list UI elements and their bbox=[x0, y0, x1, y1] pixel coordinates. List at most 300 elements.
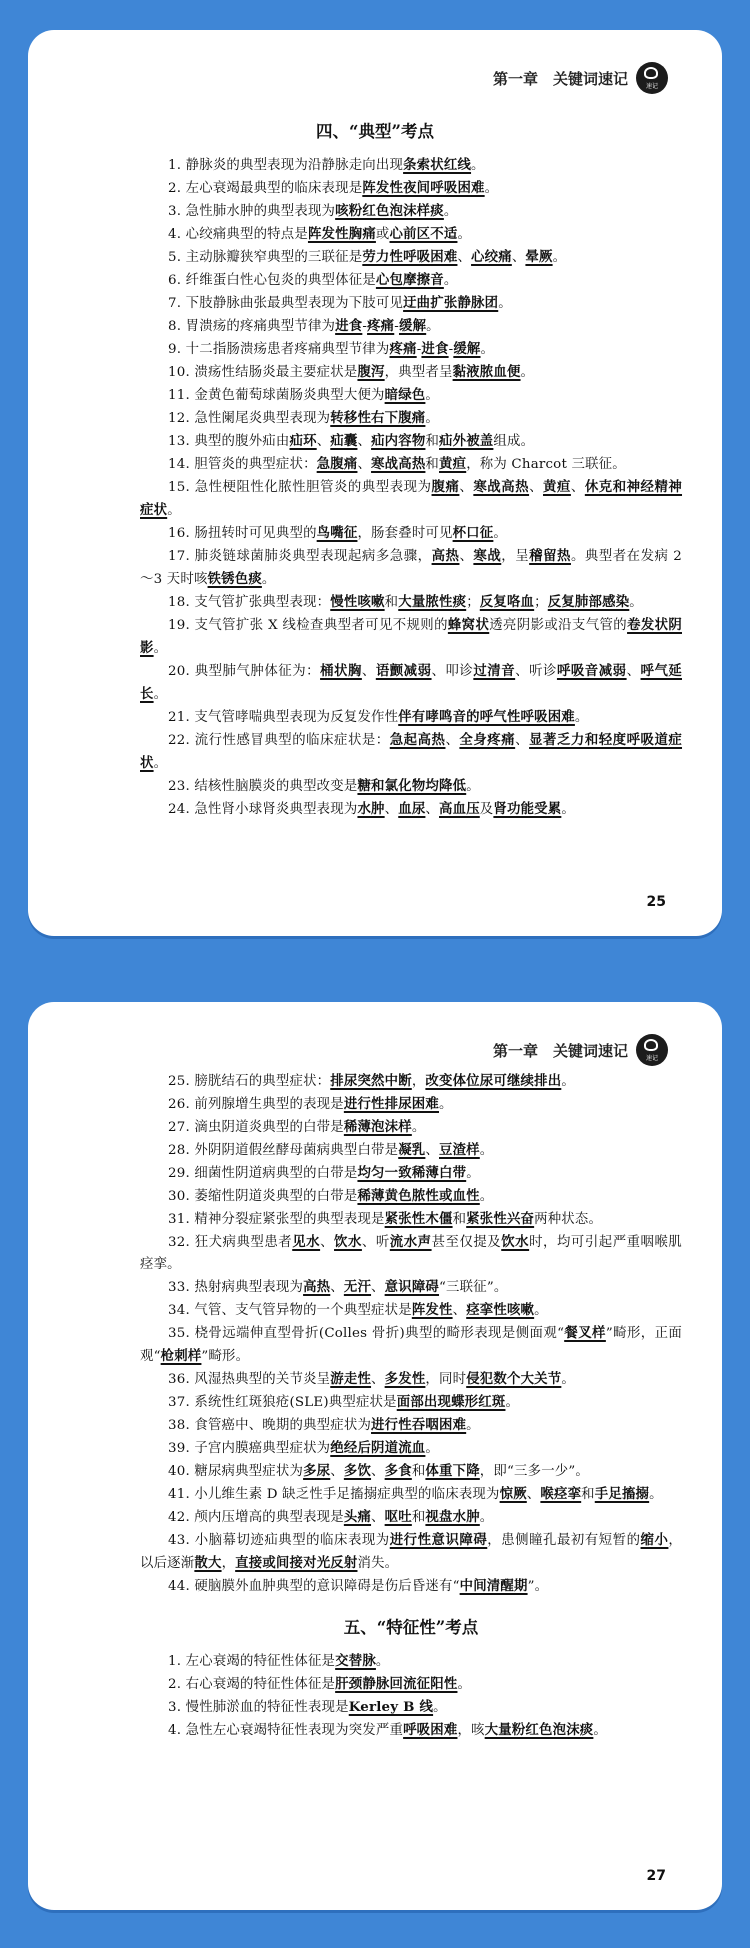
list-item bbox=[140, 729, 682, 775]
item-text: 13. 典型的腹外疝由 bbox=[168, 434, 290, 449]
key-term: 饮水 bbox=[501, 1234, 530, 1250]
list-item bbox=[140, 1483, 682, 1506]
key-term: 语颤减弱 bbox=[375, 663, 432, 679]
item-text: 8. 胃溃疡的疼痛典型节律为 bbox=[168, 319, 336, 334]
key-term: 心前区不适 bbox=[389, 226, 458, 242]
list-item bbox=[140, 1529, 682, 1575]
key-term: 阵发性胸痛 bbox=[307, 226, 376, 242]
list-item bbox=[140, 154, 682, 177]
list-item bbox=[140, 1162, 682, 1185]
item-text: 10. 溃疡性结肠炎最主要症状是 bbox=[168, 365, 358, 380]
list-item bbox=[140, 223, 682, 246]
list-item bbox=[140, 1650, 682, 1673]
item-text: 。 bbox=[261, 572, 276, 587]
item-text: 29. 细菌性阴道病典型的白带是 bbox=[168, 1166, 358, 1181]
item-text: ； bbox=[466, 595, 480, 610]
key-term: Kerley B 线 bbox=[348, 1699, 434, 1715]
key-term: 多食 bbox=[384, 1463, 412, 1479]
key-term: 黄疸 bbox=[439, 456, 467, 472]
item-text: 。 bbox=[629, 595, 643, 610]
item-text: 。 bbox=[433, 1700, 447, 1715]
page-header bbox=[493, 62, 668, 94]
list-item bbox=[140, 1673, 682, 1696]
list-item bbox=[140, 1437, 682, 1460]
item-text: 、 bbox=[529, 480, 544, 495]
item-text: 24. 急性肾小球肾炎典型表现为 bbox=[168, 802, 358, 817]
key-term: 肾功能受累 bbox=[493, 801, 562, 817]
key-term: 交替脉 bbox=[335, 1653, 376, 1669]
key-term: 伴有哮鸣音的呼气性呼吸困难 bbox=[398, 709, 575, 725]
key-term: 稽留热 bbox=[529, 548, 571, 564]
key-term: 稀薄黄色脓性或血性 bbox=[357, 1188, 480, 1204]
key-term: 餐叉样 bbox=[564, 1325, 606, 1341]
key-term: 进行性意识障碍 bbox=[389, 1532, 488, 1548]
key-term: 侵犯数个大关节 bbox=[466, 1371, 562, 1387]
list-item bbox=[140, 1506, 682, 1529]
key-term: 缓解 bbox=[453, 341, 481, 357]
item-text: 、 bbox=[459, 549, 474, 564]
list-item bbox=[140, 1231, 682, 1276]
key-term: 枪刺样 bbox=[160, 1348, 202, 1364]
item-text: “三联征”。 bbox=[439, 1280, 508, 1295]
list-item bbox=[140, 1185, 682, 1208]
item-text: 、叩诊 bbox=[431, 664, 474, 679]
key-term: 疼痛 bbox=[389, 341, 417, 357]
item-text: 、 bbox=[457, 250, 472, 265]
item-text: 4. 心绞痛典型的特点是 bbox=[168, 227, 308, 242]
key-term: 劳力性呼吸困难 bbox=[362, 249, 458, 265]
key-term: 晕厥 bbox=[525, 249, 553, 265]
key-term: 面部出现蝶形红斑 bbox=[396, 1394, 506, 1410]
key-term: 意识障碍 bbox=[384, 1279, 440, 1295]
key-term: 绝经后阴道流血 bbox=[330, 1440, 426, 1456]
list-item bbox=[140, 269, 682, 292]
item-text: 。 bbox=[649, 1487, 663, 1502]
item-text: 18. 支气管扩张典型表现： bbox=[168, 595, 331, 610]
key-term: 高血压 bbox=[439, 801, 480, 817]
book-logo-icon: 速记 bbox=[636, 62, 668, 94]
item-text: ”。 bbox=[527, 1579, 549, 1594]
item-text: 。 bbox=[425, 1441, 439, 1456]
item-text: 。 bbox=[153, 756, 168, 771]
item-text: 19. 支气管扩张 X 线检查典型者可见不规则的 bbox=[168, 618, 448, 633]
item-text: 甚至仅提及 bbox=[431, 1235, 502, 1250]
page-card-25 bbox=[28, 30, 722, 936]
item-text: ，即“三多一少”。 bbox=[479, 1464, 590, 1479]
item-text: 。 bbox=[466, 1418, 480, 1433]
list-item bbox=[140, 1070, 682, 1093]
item-text: 和 bbox=[411, 1510, 426, 1525]
item-text: 。 bbox=[480, 342, 495, 357]
key-term: 进行性排尿困难 bbox=[343, 1096, 439, 1112]
item-text: 。 bbox=[505, 1395, 520, 1410]
key-term: 游走性 bbox=[330, 1371, 372, 1387]
item-text: 11. 金黄色葡萄球菌肠炎典型大便为 bbox=[168, 388, 385, 403]
key-term: 鸟嘴征 bbox=[316, 525, 358, 541]
key-term: 豆渣样 bbox=[439, 1142, 480, 1158]
page-number: 25 bbox=[646, 894, 666, 910]
item-text: 2. 左心衰竭最典型的临床表现是 bbox=[168, 181, 363, 196]
key-term: 血尿 bbox=[398, 801, 426, 817]
list-item bbox=[140, 1696, 682, 1719]
key-term: 水肿 bbox=[357, 801, 385, 817]
key-term: 散大 bbox=[194, 1555, 222, 1571]
key-term: 寒战高热 bbox=[371, 456, 426, 472]
item-text: 、 bbox=[357, 457, 372, 472]
item-text: 。 bbox=[471, 158, 485, 173]
item-text: 5. 主动脉瓣狭窄典型的三联征是 bbox=[168, 250, 363, 265]
item-text: 、 bbox=[452, 1303, 467, 1318]
list-item bbox=[140, 1276, 682, 1299]
item-text: 、 bbox=[371, 1510, 385, 1525]
list-item bbox=[140, 775, 682, 798]
item-text: 28. 外阴阴道假丝酵母菌病典型白带是 bbox=[168, 1143, 399, 1158]
item-text: 14. 胆管炎的典型症状： bbox=[168, 457, 317, 472]
key-term: 寒战高热 bbox=[473, 479, 530, 495]
item-text: ，肠套叠时可见 bbox=[357, 526, 453, 541]
item-text: 。 bbox=[425, 388, 439, 403]
key-term: 肝颈静脉回流征阳性 bbox=[335, 1676, 458, 1692]
key-term: 呼气延长 bbox=[140, 663, 682, 702]
item-text: 31. 精神分裂症紧张型的典型表现是 bbox=[168, 1212, 385, 1227]
item-text: 和 bbox=[581, 1487, 595, 1502]
list-item bbox=[140, 384, 682, 407]
item-text: 36. 风湿热典型的关节炎呈 bbox=[168, 1372, 331, 1387]
item-text: 、 bbox=[320, 1235, 335, 1250]
item-text: ”畸形。 bbox=[201, 1349, 250, 1364]
item-text: 。 bbox=[443, 204, 458, 219]
item-text: 、 bbox=[459, 480, 474, 495]
item-text: 。 bbox=[593, 1723, 607, 1738]
item-text: 27. 滴虫阴道炎典型的白带是 bbox=[168, 1120, 344, 1135]
key-term: 铁锈色痰 bbox=[207, 571, 262, 587]
item-text: 26. 前列腺增生典型的表现是 bbox=[168, 1097, 344, 1112]
page-header bbox=[493, 1034, 668, 1066]
key-term: 改变体位尿可继续排出 bbox=[425, 1073, 562, 1089]
list-item bbox=[140, 1575, 682, 1598]
item-text: ，以后逐渐 bbox=[140, 1533, 683, 1571]
item-text: 。 bbox=[457, 227, 472, 242]
key-term: 杯口征 bbox=[452, 525, 494, 541]
chapter-title: 第一章 关键词速记 bbox=[492, 69, 628, 88]
item-text: 15. 急性梗阻性化脓性胆管炎的典型表现为 bbox=[168, 480, 432, 495]
item-text: 30. 萎缩性阴道炎典型的白带是 bbox=[168, 1189, 358, 1204]
list-item bbox=[140, 430, 682, 453]
key-term: 条索状红线 bbox=[403, 157, 472, 173]
key-term: 多饮 bbox=[343, 1463, 372, 1479]
item-text: 6. 纤维蛋白性心包炎的典型体征是 bbox=[168, 273, 376, 288]
item-text: - bbox=[394, 319, 399, 334]
item-text: 、 bbox=[316, 434, 331, 449]
key-term: 进食 bbox=[335, 318, 363, 334]
item-text: ”畸形，正面观“ bbox=[140, 1326, 682, 1364]
item-text: 。 bbox=[439, 1097, 453, 1112]
key-term: 心包摩擦音 bbox=[375, 272, 444, 288]
item-text: 。典型者在发病 2～3 天时咳 bbox=[140, 549, 683, 587]
section-title-characteristic: 五、“特征性”考点 bbox=[343, 1618, 479, 1637]
key-term: 阵发性夜间呼吸困难 bbox=[362, 180, 485, 196]
item-text: 32. 狂犬病典型患者 bbox=[168, 1235, 293, 1250]
key-term: 寒战 bbox=[473, 548, 502, 564]
key-term: 视盘水肿 bbox=[425, 1509, 480, 1525]
list-item bbox=[140, 292, 682, 315]
item-text: 和 bbox=[425, 434, 440, 449]
key-term: 多尿 bbox=[303, 1463, 331, 1479]
item-text: 。 bbox=[561, 802, 575, 817]
list-item bbox=[140, 1719, 682, 1742]
key-term: 反复肺部感染 bbox=[547, 594, 630, 610]
key-term: 桶状胸 bbox=[320, 663, 362, 679]
item-text: 44. 硬脑膜外血肿典型的意识障碍是伤后昏迷有“ bbox=[168, 1579, 460, 1594]
key-term: 全身疼痛 bbox=[459, 732, 516, 748]
item-text: 。 bbox=[457, 1677, 472, 1692]
key-term: 大量粉红色泡沫痰 bbox=[484, 1722, 594, 1738]
key-term: 手足搐搦 bbox=[594, 1486, 650, 1502]
key-term: 咳粉红色泡沫样痰 bbox=[335, 203, 444, 219]
list-item bbox=[140, 1299, 682, 1322]
key-term: 大量脓性痰 bbox=[398, 594, 467, 610]
item-text: 。 bbox=[167, 503, 181, 518]
item-text: 、 bbox=[361, 664, 376, 679]
item-text: 23. 结核性脑膜炎的典型改变是 bbox=[168, 779, 358, 794]
book-logo-icon: 速记 bbox=[636, 1034, 668, 1066]
item-text: 、 bbox=[526, 1487, 541, 1502]
item-text: 、 bbox=[330, 1464, 344, 1479]
item-text: 40. 糖尿病典型症状为 bbox=[168, 1464, 304, 1479]
key-term: 暗绿色 bbox=[384, 387, 426, 403]
item-text: 。 bbox=[466, 1166, 480, 1181]
list-item bbox=[140, 614, 682, 660]
item-text: 组成。 bbox=[493, 434, 535, 449]
key-term: 疝外被盖 bbox=[439, 433, 494, 449]
list-item bbox=[140, 246, 682, 269]
item-text: - bbox=[416, 342, 422, 357]
key-term: 中间清醒期 bbox=[459, 1578, 528, 1594]
item-text: 及 bbox=[479, 802, 494, 817]
item-text: 。 bbox=[574, 710, 589, 725]
key-term: 黄疸 bbox=[543, 479, 571, 495]
item-text: 。 bbox=[479, 1143, 494, 1158]
list-item bbox=[140, 1208, 682, 1231]
key-term: 呼吸音减弱 bbox=[556, 663, 627, 679]
key-term: 紧张性木僵 bbox=[384, 1211, 453, 1227]
item-text: 22. 流行性感冒典型的临床症状是： bbox=[168, 733, 390, 748]
item-text: 33. 热射病典型表现为 bbox=[168, 1280, 304, 1295]
item-list bbox=[140, 154, 682, 821]
key-term: 呕吐 bbox=[384, 1509, 412, 1525]
list-item bbox=[140, 361, 682, 384]
item-text: 、 bbox=[626, 664, 641, 679]
list-item bbox=[140, 200, 682, 223]
list-item bbox=[140, 407, 682, 430]
item-text: 两种状态。 bbox=[534, 1212, 603, 1227]
item-text: 。 bbox=[498, 296, 512, 311]
item-text: 、 bbox=[330, 1280, 344, 1295]
list-item bbox=[140, 1093, 682, 1116]
item-text: 12. 急性阑尾炎典型表现为 bbox=[168, 411, 331, 426]
key-term: 疝囊 bbox=[330, 433, 358, 449]
key-term: 无汗 bbox=[343, 1279, 372, 1295]
item-text: ，称为 Charcot 三联征。 bbox=[466, 457, 626, 472]
item-text: 。 bbox=[493, 526, 507, 541]
key-term: 休克和神经精神症状 bbox=[140, 479, 683, 518]
item-text: - bbox=[362, 319, 368, 334]
key-term: 缓解 bbox=[398, 318, 427, 334]
list-item bbox=[140, 476, 682, 522]
key-term: 稀薄泡沫样 bbox=[343, 1119, 412, 1135]
item-text: 39. 子宫内膜癌典型症状为 bbox=[168, 1441, 331, 1456]
item-text: 38. 食管癌中、晚期的典型症状为 bbox=[168, 1418, 372, 1433]
list-item bbox=[140, 798, 682, 821]
key-term: 转移性右下腹痛 bbox=[330, 410, 426, 426]
chapter-title: 第一章 关键词速记 bbox=[492, 1041, 628, 1060]
item-text: 和 bbox=[452, 1212, 467, 1227]
item-text: 。 bbox=[484, 181, 499, 196]
item-text: 、 bbox=[425, 802, 440, 817]
key-term: 凝乳 bbox=[398, 1142, 426, 1158]
key-term: 糖和氯化物均降低 bbox=[357, 778, 467, 794]
item-text: 21. 支气管哮喘典型表现为反复发作性 bbox=[168, 710, 399, 725]
list-item bbox=[140, 1368, 682, 1391]
key-term: 疼痛 bbox=[367, 318, 395, 334]
item-text: 34. 气管、支气管异物的一个典型症状是 bbox=[168, 1303, 412, 1318]
item-text: - bbox=[448, 342, 454, 357]
key-term: 直接或间接对光反射 bbox=[235, 1555, 358, 1571]
list-item bbox=[140, 1391, 682, 1414]
item-text: ； bbox=[534, 595, 548, 610]
key-term: 急腹痛 bbox=[316, 456, 358, 472]
item-text: 。 bbox=[479, 1189, 494, 1204]
item-text: 、 bbox=[371, 1372, 385, 1387]
key-term: 流水声 bbox=[389, 1234, 432, 1250]
item-text: 。 bbox=[534, 1303, 548, 1318]
key-term: 缩小 bbox=[640, 1532, 669, 1548]
item-text: 。 bbox=[425, 411, 439, 426]
key-term: 饮水 bbox=[334, 1234, 362, 1250]
item-text: 9. 十二指肠溃疡患者疼痛典型节律为 bbox=[168, 342, 390, 357]
key-term: 多发性 bbox=[384, 1371, 426, 1387]
item-text: ，同时 bbox=[425, 1372, 467, 1387]
item-text: 。 bbox=[552, 250, 567, 265]
list-item bbox=[140, 1139, 682, 1162]
key-term: 过清音 bbox=[473, 663, 516, 679]
list-item bbox=[140, 1414, 682, 1437]
key-term: 惊厥 bbox=[499, 1486, 527, 1502]
key-term: 卷发状阴影 bbox=[140, 617, 682, 656]
list-item bbox=[140, 660, 682, 706]
item-text: 。 bbox=[426, 319, 440, 334]
item-text: 。 bbox=[153, 687, 168, 702]
key-term: 急起高热 bbox=[389, 732, 446, 748]
key-term: 疝环 bbox=[289, 433, 317, 449]
key-term: 心绞痛 bbox=[471, 249, 512, 265]
list-item bbox=[140, 706, 682, 729]
list-item bbox=[140, 522, 682, 545]
item-text: 3. 慢性肺淤血的特征性表现是 bbox=[168, 1700, 349, 1715]
page-card-27 bbox=[28, 1002, 722, 1910]
item-text: 。 bbox=[375, 1654, 390, 1669]
item-text: 、 bbox=[445, 733, 460, 748]
item-text: 16. 肠扭转时可见典型的 bbox=[168, 526, 317, 541]
item-text: 、 bbox=[511, 250, 526, 265]
item-text: ，典型者呈 bbox=[384, 365, 453, 380]
item-text: 。 bbox=[520, 365, 535, 380]
key-term: 反复咯血 bbox=[479, 594, 535, 610]
item-text: 、 bbox=[371, 1280, 385, 1295]
item-text: 4. 急性左心衰竭特征性表现为突发严重 bbox=[168, 1723, 404, 1738]
item-text: 、 bbox=[425, 1143, 439, 1158]
item-text: 20. 典型肺气肿体征为： bbox=[168, 664, 321, 679]
list-item bbox=[140, 1460, 682, 1483]
key-term: 迂曲扩张静脉团 bbox=[403, 295, 499, 311]
item-text: ，呈 bbox=[501, 549, 530, 564]
list-item bbox=[140, 177, 682, 200]
item-text: 、 bbox=[515, 733, 530, 748]
list-item bbox=[140, 591, 682, 614]
item-text: 。 bbox=[411, 1120, 426, 1135]
item-text: 、听诊 bbox=[515, 664, 557, 679]
key-term: 头痛 bbox=[343, 1509, 372, 1525]
item-text: 25. 膀胱结石的典型症状： bbox=[168, 1074, 331, 1089]
item-text: 、 bbox=[384, 802, 399, 817]
item-text: ， bbox=[221, 1556, 236, 1571]
item-text: 41. 小儿维生素 D 缺乏性手足搐搦症典型的临床表现为 bbox=[168, 1487, 500, 1502]
key-term: 蜂窝状 bbox=[447, 617, 490, 633]
key-term: 腹泻 bbox=[357, 364, 385, 380]
key-term: 腹痛 bbox=[431, 479, 460, 495]
item-text: 2. 右心衰竭的特征性体征是 bbox=[168, 1677, 336, 1692]
key-term: 均匀一致稀薄白带 bbox=[357, 1165, 467, 1181]
key-term: 高热 bbox=[303, 1279, 331, 1295]
item-text: 和 bbox=[425, 457, 440, 472]
item-text: 、 bbox=[371, 1464, 385, 1479]
item-text: 和 bbox=[411, 1464, 426, 1479]
item-text: ， bbox=[411, 1074, 426, 1089]
key-term: 黏液脓血便 bbox=[452, 364, 521, 380]
key-term: 排尿突然中断 bbox=[330, 1073, 412, 1089]
item-text: 37. 系统性红斑狼疮(SLE)典型症状是 bbox=[168, 1395, 397, 1410]
key-term: 进食 bbox=[421, 341, 449, 357]
item-text: 消失。 bbox=[357, 1556, 399, 1571]
item-text: 。 bbox=[479, 1510, 494, 1525]
key-term: 疝内容物 bbox=[371, 433, 426, 449]
key-term: 高热 bbox=[431, 548, 460, 564]
item-text: 1. 静脉炎的典型表现为沿静脉走向出现 bbox=[168, 158, 404, 173]
item-text: 。 bbox=[153, 641, 168, 656]
item-text: 43. 小脑幕切迹疝典型的临床表现为 bbox=[168, 1533, 390, 1548]
key-term: 进行性吞咽困难 bbox=[371, 1417, 467, 1433]
key-term: 慢性咳嗽 bbox=[330, 594, 385, 610]
item-text: 3. 急性肺水肿的典型表现为 bbox=[168, 204, 336, 219]
item-list bbox=[140, 1070, 682, 1742]
key-term: 体重下降 bbox=[425, 1463, 480, 1479]
item-text: ，患侧瞳孔最初有短暂的 bbox=[487, 1533, 641, 1548]
key-term: 喉痉挛 bbox=[540, 1486, 582, 1502]
item-text: 35. 桡骨远端伸直型骨折(Colles 骨折)典型的畸形表现是侧面观“ bbox=[168, 1326, 565, 1341]
item-text: 。 bbox=[561, 1074, 575, 1089]
key-term: 阵发性 bbox=[411, 1302, 453, 1318]
list-item bbox=[140, 453, 682, 476]
key-term: 显著乏力和轻度呼吸道症状 bbox=[140, 732, 683, 771]
item-text: 、 bbox=[570, 480, 585, 495]
list-item bbox=[140, 1116, 682, 1139]
page-number: 27 bbox=[646, 1868, 666, 1884]
list-item bbox=[140, 1322, 682, 1368]
list-item bbox=[140, 545, 682, 591]
item-text: 7. 下肢静脉曲张最典型表现为下肢可见 bbox=[168, 296, 404, 311]
item-text: 42. 颅内压增高的典型表现是 bbox=[168, 1510, 344, 1525]
item-text: 、听 bbox=[361, 1235, 390, 1250]
